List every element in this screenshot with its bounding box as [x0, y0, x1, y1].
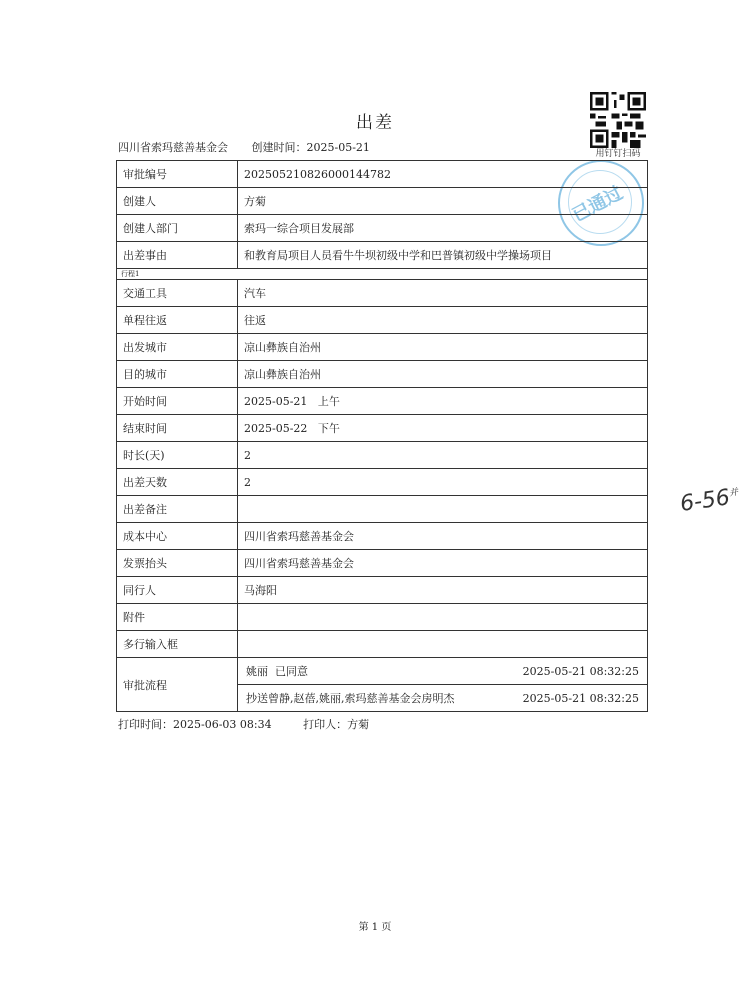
document-title: 出差	[356, 113, 394, 133]
table-row	[117, 280, 648, 307]
section-label: 行程1	[117, 269, 648, 280]
table-row	[117, 307, 648, 334]
row-value-trip-days: 2	[238, 469, 648, 496]
table-row	[117, 388, 648, 415]
travel-form-table	[116, 160, 648, 712]
approval-step-time: 2025-05-21 08:32:25	[522, 691, 639, 705]
table-row	[117, 361, 648, 388]
row-value-creator: 方菊	[238, 188, 648, 215]
table-row	[117, 415, 648, 442]
organization-name: 四川省索玛慈善基金会	[118, 141, 228, 154]
section-row	[117, 269, 648, 280]
row-label-end-time: 结束时间	[117, 415, 238, 442]
row-label-trip-type: 单程往返	[117, 307, 238, 334]
table-row	[117, 496, 648, 523]
document-meta	[118, 139, 370, 155]
row-value-attachment	[238, 604, 648, 631]
table-row	[117, 161, 648, 188]
row-label-departure-city: 出发城市	[117, 334, 238, 361]
table-row	[117, 550, 648, 577]
print-footer	[118, 716, 369, 732]
approval-step-text: 抄送曾静,赵蓓,姚丽,索玛慈善基金会房明杰	[246, 692, 455, 705]
table-row	[117, 188, 648, 215]
handwritten-note	[679, 484, 741, 517]
page-number: 第 1 页	[358, 922, 392, 933]
table-row	[117, 469, 648, 496]
row-value-start-time: 2025-05-21 上午	[238, 388, 648, 415]
row-label-start-time: 开始时间	[117, 388, 238, 415]
row-label-approval-no: 审批编号	[117, 161, 238, 188]
table-row	[117, 658, 648, 712]
row-label-creator: 创建人	[117, 188, 238, 215]
table-row	[117, 631, 648, 658]
table-row	[117, 577, 648, 604]
row-value-departure-city: 凉山彝族自治州	[238, 334, 648, 361]
row-value-reason: 和教育局项目人员看牛牛坝初级中学和巴普镇初级中学操场项目	[238, 242, 648, 269]
handwritten-note-sup: 并	[728, 487, 739, 499]
row-label-trip-days: 出差天数	[117, 469, 238, 496]
print-time: 打印时间：2025-06-03 08:34	[118, 718, 272, 731]
row-value-transport: 汽车	[238, 280, 648, 307]
table-row	[117, 242, 648, 269]
table-row	[117, 523, 648, 550]
table-row	[117, 334, 648, 361]
row-value-end-time: 2025-05-22 下午	[238, 415, 648, 442]
handwritten-note-text: 6-56	[678, 485, 732, 517]
row-label-multiline-input: 多行输入框	[117, 631, 238, 658]
row-label-companion: 同行人	[117, 577, 238, 604]
approval-step-text: 姚丽 已同意	[246, 665, 308, 678]
row-label-destination-city: 目的城市	[117, 361, 238, 388]
approval-step-time: 2025-05-21 08:32:25	[522, 664, 639, 678]
row-label-department: 创建人部门	[117, 215, 238, 242]
table-row	[117, 604, 648, 631]
row-label-attachment: 附件	[117, 604, 238, 631]
row-value-invoice-title: 四川省索玛慈善基金会	[238, 550, 648, 577]
row-label-transport: 交通工具	[117, 280, 238, 307]
row-value-destination-city: 凉山彝族自治州	[238, 361, 648, 388]
approval-step	[238, 658, 647, 684]
row-value-remarks	[238, 496, 648, 523]
row-value-duration: 2	[238, 442, 648, 469]
row-value-multiline-input	[238, 631, 648, 658]
row-value-cost-center: 四川省索玛慈善基金会	[238, 523, 648, 550]
row-label-remarks: 出差备注	[117, 496, 238, 523]
approved-stamp-text: 已通过	[568, 182, 627, 227]
row-value-department: 索玛一综合项目发展部	[238, 215, 648, 242]
table-row	[117, 215, 648, 242]
approval-flow-cell	[238, 658, 648, 712]
approval-step	[238, 684, 647, 711]
row-label-reason: 出差事由	[117, 242, 238, 269]
row-label-approval-flow: 审批流程	[117, 658, 238, 712]
qr-code-icon	[590, 92, 646, 148]
row-value-companion: 马海阳	[238, 577, 648, 604]
row-label-invoice-title: 发票抬头	[117, 550, 238, 577]
row-value-trip-type: 往返	[238, 307, 648, 334]
printer-name: 打印人：方菊	[303, 718, 370, 731]
row-label-cost-center: 成本中心	[117, 523, 238, 550]
qr-caption: 用钉钉扫码	[595, 149, 641, 159]
row-value-approval-no: 202505210826000144782	[238, 161, 648, 188]
row-label-duration: 时长(天)	[117, 442, 238, 469]
table-row	[117, 442, 648, 469]
created-time: 创建时间：2025-05-21	[251, 141, 370, 154]
